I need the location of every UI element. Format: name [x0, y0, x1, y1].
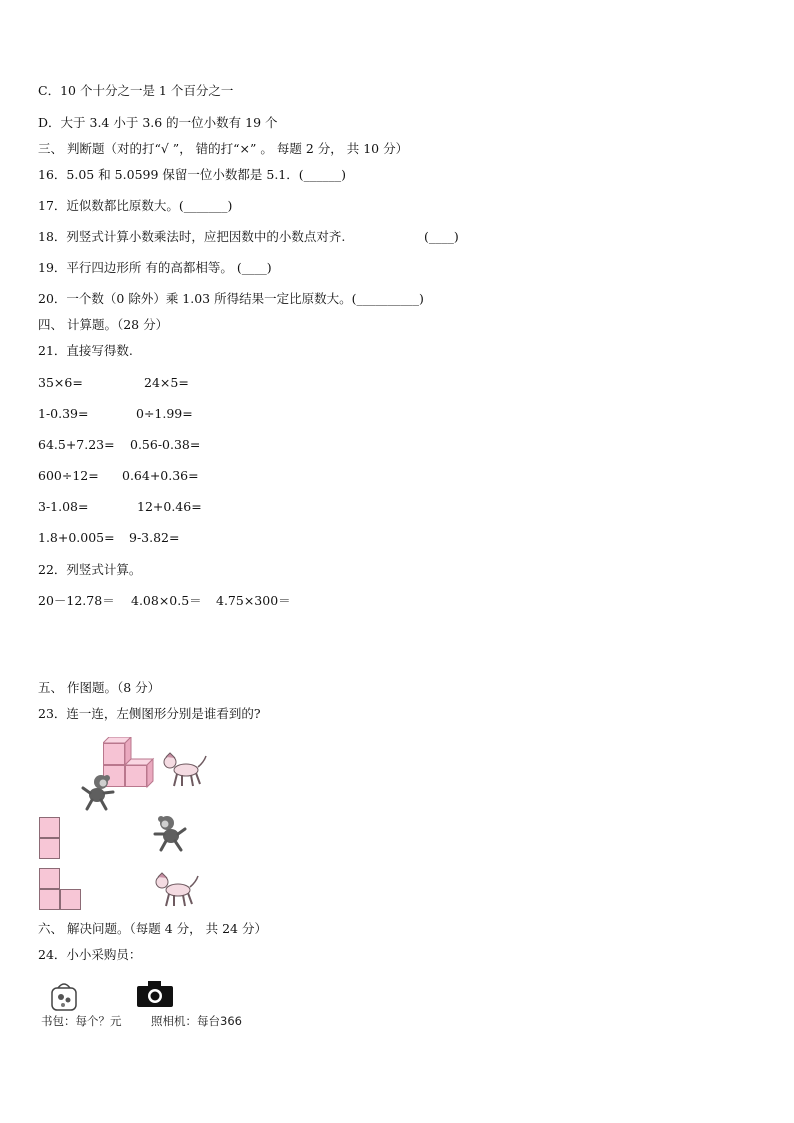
mental-item: 1-0.39= [38, 406, 89, 421]
option-d: D．大于 3.4 小于 3.6 的一位小数有 19 个 [38, 115, 278, 130]
section4-heading: 四、 计算题。（28 分） [38, 317, 169, 332]
vertical-calc-row [38, 593, 291, 657]
mental-item: 9-3.82= [129, 530, 180, 545]
mental-item: 600÷12= [38, 468, 99, 483]
mental-item: 64.5+7.23= [38, 437, 115, 452]
question-18: 18．列竖式计算小数乘法时，应把因数中的小数点对齐. [38, 229, 346, 244]
camera-icon [136, 980, 174, 1008]
question-20: 20．一个数（0 除外）乘 1.03 所得结果一定比原数大。(__________) [38, 291, 424, 306]
monkey-icon [79, 774, 117, 812]
mental-item: 35×6= [38, 375, 83, 390]
mental-item: 24×5= [144, 375, 189, 390]
section6-heading: 六、 解决问题。（每题 4 分， 共 24 分） [38, 921, 267, 936]
mental-item: 0.64+0.36= [122, 468, 199, 483]
vertical-item: 4.75×300＝ [216, 593, 291, 608]
question-18-blank: (____) [424, 229, 459, 244]
option-c: C．10 个十分之一是 1 个百分之一 [38, 83, 234, 98]
monkey-icon [151, 815, 189, 853]
question-23: 23．连一连，左侧图形分别是谁看到的? [38, 706, 261, 721]
camera-price-caption: 照相机：每台366 [151, 1014, 242, 1028]
mental-item: 12+0.46= [137, 499, 202, 514]
section3-heading: 三、 判断题（对的打“√ ”， 错的打“×” 。 每题 2 分， 共 10 分） [38, 141, 409, 156]
question-17: 17．近似数都比原数大。(_______) [38, 198, 233, 213]
question-24: 24．小小采购员： [38, 947, 142, 962]
mental-item: 1.8+0.005= [38, 530, 115, 545]
dog-icon [160, 752, 208, 788]
vertical-item: 4.08×0.5＝ [131, 593, 202, 608]
schoolbag-icon [48, 980, 80, 1012]
question-21: 21．直接写得数. [38, 343, 133, 358]
question-16: 16．5.05 和 5.0599 保留一位小数都是 5.1．(______) [38, 167, 347, 182]
question-19: 19．平行四边形所 有的高都相等。 (____) [38, 260, 272, 275]
section5-heading: 五、 作图题。（8 分） [38, 680, 161, 695]
bag-price-caption: 书包：每个？元 [41, 1014, 122, 1028]
mental-item: 3-1.08= [38, 499, 89, 514]
question-22: 22．列竖式计算。 [38, 562, 142, 577]
vertical-item: 20－12.78＝ [38, 593, 115, 608]
mental-item: 0÷1.99= [136, 406, 193, 421]
dog-icon [152, 872, 200, 908]
mental-item: 0.56-0.38= [130, 437, 201, 452]
